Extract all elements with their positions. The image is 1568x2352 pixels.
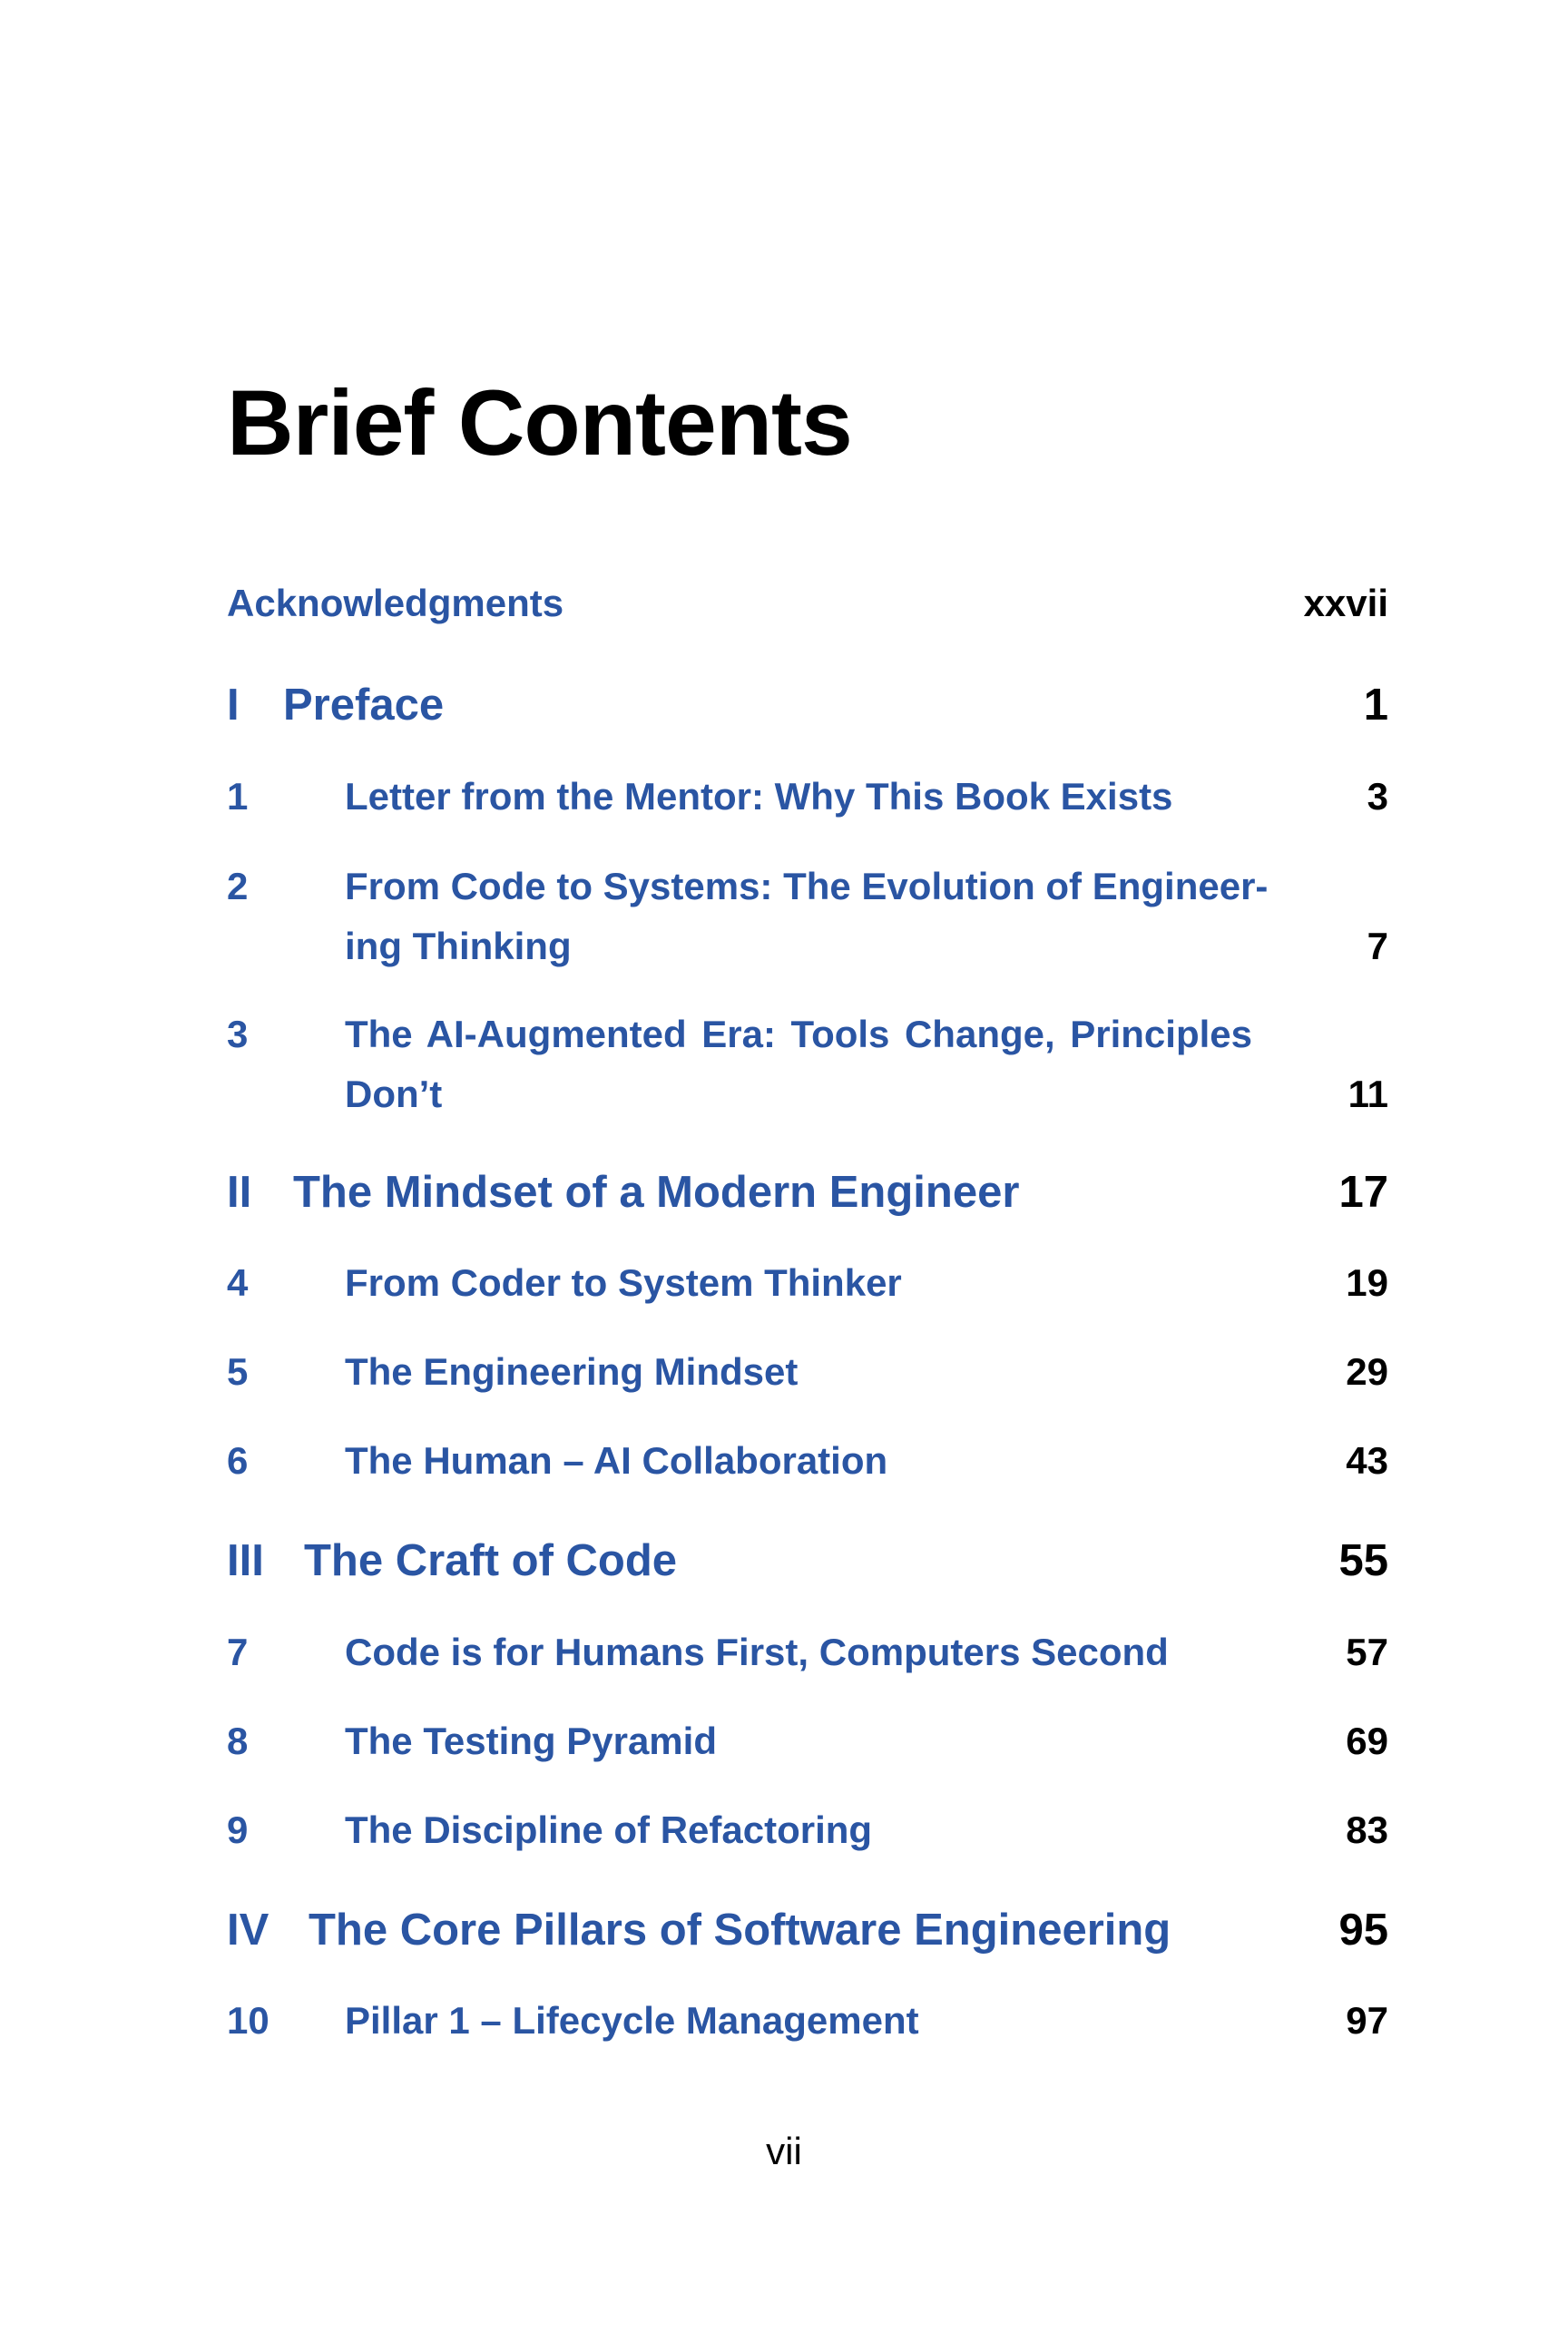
- toc-part-ii[interactable]: [227, 1166, 1388, 1219]
- toc-chapter-7[interactable]: [227, 1622, 1388, 1682]
- toc-chapter-6[interactable]: [227, 1431, 1388, 1491]
- toc-chapter-2[interactable]: [227, 857, 1388, 976]
- toc-page-number: 43: [1346, 1439, 1388, 1482]
- part-title[interactable]: Preface: [283, 681, 445, 730]
- part-title[interactable]: The Craft of Code: [304, 1536, 678, 1585]
- part-title[interactable]: The Core Pillars of Software Engineering: [309, 1906, 1171, 1955]
- chapter-title[interactable]: The Human – AI Collaboration: [345, 1439, 888, 1482]
- chapter-number[interactable]: 6: [227, 1439, 249, 1482]
- toc-chapter-4[interactable]: [227, 1253, 1388, 1313]
- toc-chapter-3[interactable]: [227, 1004, 1388, 1124]
- part-number[interactable]: II: [227, 1168, 252, 1217]
- toc-page-number: 57: [1346, 1631, 1388, 1673]
- toc-chapter-10[interactable]: [227, 1991, 1388, 2051]
- part-title[interactable]: The Mindset of a Modern Engineer: [293, 1168, 1020, 1217]
- chapter-title[interactable]: Letter from the Mentor: Why This Book Exists: [345, 775, 1173, 818]
- toc-chapter-5[interactable]: [227, 1342, 1388, 1402]
- chapter-title[interactable]: The Testing Pyramid: [345, 1720, 717, 1762]
- toc-page-number: xxvii: [1303, 582, 1388, 624]
- toc-page-number: 29: [1346, 1350, 1388, 1393]
- chapter-title[interactable]: [345, 1004, 1298, 1124]
- toc-page-number: 1: [1363, 681, 1388, 730]
- toc-page-number: 19: [1346, 1261, 1388, 1304]
- chapter-number[interactable]: 9: [227, 1808, 249, 1851]
- toc-part-iii[interactable]: [227, 1534, 1388, 1587]
- part-number[interactable]: I: [227, 681, 240, 730]
- toc-chapter-9[interactable]: [227, 1800, 1388, 1860]
- chapter-title-line[interactable]: Don’t: [345, 1073, 443, 1115]
- chapter-number[interactable]: 3: [227, 1013, 249, 1055]
- toc-page-number: 7: [1367, 925, 1388, 967]
- toc-page-number: 17: [1338, 1168, 1388, 1217]
- chapter-title[interactable]: Pillar 1 – Lifecycle Management: [345, 1999, 919, 2042]
- toc-chapter-1[interactable]: [227, 767, 1388, 827]
- toc-part-iv[interactable]: [227, 1904, 1388, 1956]
- chapter-number[interactable]: 7: [227, 1631, 249, 1673]
- chapter-number[interactable]: 10: [227, 1999, 270, 2042]
- chapter-title[interactable]: Code is for Humans First, Computers Second: [345, 1631, 1169, 1673]
- toc-page-number: 95: [1338, 1906, 1388, 1955]
- footer-page-number: vii: [766, 2130, 802, 2172]
- page-title: Brief Contents: [227, 371, 852, 475]
- toc-page-number: 83: [1346, 1808, 1388, 1851]
- part-number[interactable]: IV: [227, 1906, 270, 1955]
- chapter-title[interactable]: The Engineering Mindset: [345, 1350, 799, 1393]
- chapter-title[interactable]: [345, 857, 1298, 976]
- chapter-number[interactable]: 4: [227, 1261, 249, 1304]
- toc-page-number: 3: [1367, 775, 1388, 818]
- toc-page-number: 55: [1338, 1536, 1388, 1585]
- chapter-title-line[interactable]: ing Thinking: [345, 925, 572, 967]
- toc-page-number: 97: [1346, 1999, 1388, 2042]
- toc-page-number: 11: [1348, 1073, 1388, 1115]
- chapter-title-line[interactable]: The AI-Augmented Era: Tools Change, Principles: [345, 1013, 1252, 1055]
- toc-entry-acknowledgments[interactable]: [227, 581, 1388, 626]
- toc-part-i[interactable]: [227, 679, 1388, 731]
- chapter-number[interactable]: 2: [227, 865, 249, 907]
- chapter-number[interactable]: 5: [227, 1350, 249, 1393]
- chapter-title-line[interactable]: From Code to Systems: The Evolution of Engineer-: [345, 865, 1269, 907]
- toc-chapter-8[interactable]: [227, 1711, 1388, 1771]
- chapter-title[interactable]: The Discipline of Refactoring: [345, 1808, 873, 1851]
- chapter-title[interactable]: From Coder to System Thinker: [345, 1261, 902, 1304]
- toc-entry-label[interactable]: Acknowledgments: [227, 582, 564, 624]
- part-number[interactable]: III: [227, 1536, 264, 1585]
- chapter-number[interactable]: 8: [227, 1720, 249, 1762]
- chapter-number[interactable]: 1: [227, 775, 249, 818]
- toc-page-number: 69: [1346, 1720, 1388, 1762]
